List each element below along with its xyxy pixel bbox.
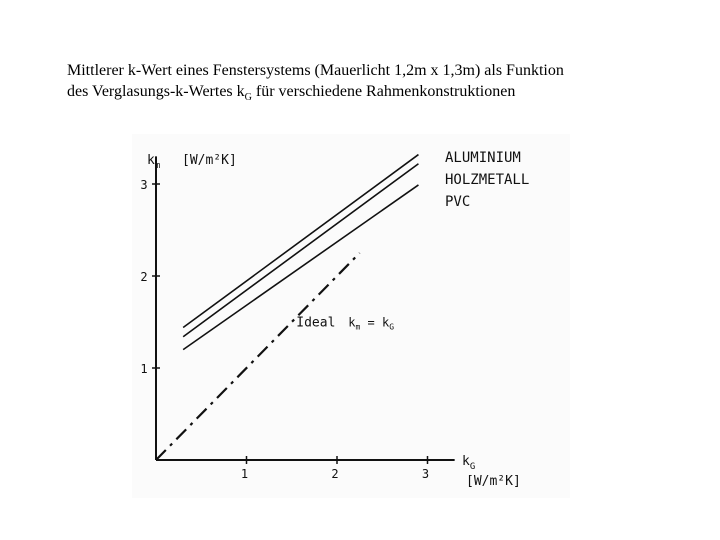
caption-line-1: Mittlerer k-Wert eines Fenstersystems (Mauerlicht 1,2m x 1,3m) als Funktion	[67, 62, 564, 79]
y-tick-label-2: 2	[140, 270, 148, 284]
x-axis-label: $k_G$	[462, 454, 476, 472]
x-tick-label-2: 2	[331, 467, 339, 481]
caption-line-2	[67, 81, 667, 108]
caption-line-2-post: für verschiedene Rahmenkonstruktionen	[251, 83, 516, 100]
ideal-annotation-formula: $k_m = k_G$	[348, 315, 395, 332]
caption-line-2-sub: G	[244, 92, 252, 104]
ideal-annotation-label: Ideal	[296, 315, 336, 331]
series-line-holzmetall	[183, 164, 418, 337]
figure-caption	[67, 60, 667, 108]
series-line-ideal	[156, 253, 360, 460]
x-tick-label-1: 1	[240, 467, 249, 481]
y-axis-label: $k_m$	[147, 153, 161, 171]
x-tick-label-3: 3	[421, 467, 430, 481]
series-line-aluminium	[183, 155, 418, 328]
y-axis-unit: [W/m²K]	[182, 153, 237, 168]
legend-label-pvc: PVC	[445, 194, 471, 210]
chart	[132, 134, 570, 498]
legend-label-holzmetall: HOLZMETALL	[445, 172, 530, 188]
legend-label-aluminium: ALUMINIUM	[445, 150, 521, 166]
y-tick-label-1: 1	[140, 362, 148, 376]
caption-line-2-pre: des Verglasungs-k-Wertes k	[67, 83, 245, 100]
x-axis-unit: [W/m²K]	[466, 474, 521, 489]
y-tick-label-3: 3	[140, 178, 148, 192]
